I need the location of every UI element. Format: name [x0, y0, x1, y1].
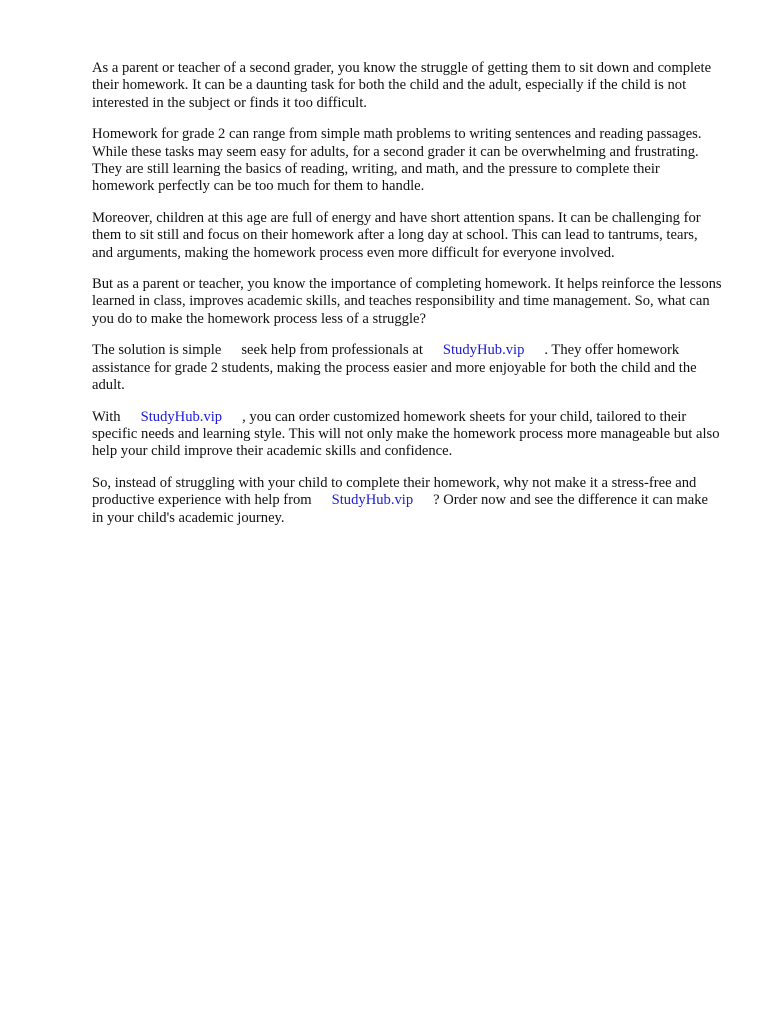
studyhub-link[interactable]: StudyHub.vip	[331, 492, 414, 509]
paragraph-7-text-1: So, instead of struggling with your child to complete their homework, why not make it a stress-free and productive experience with help from	[92, 474, 697, 509]
paragraph-1: As a parent or teacher of a second grader, you know the struggle of getting them to sit down and complete their homework. It can be a daunting task for both the child and the adult, especially if the child is not interested in the subject or finds it too difficult.	[92, 60, 712, 111]
paragraph-4: But as a parent or teacher, you know the importance of completing homework. It helps reinforce the lessons learned in class, improves academic skills, and teaches responsibility and time management. So, what can you do to make the homework process less of a struggle?	[92, 276, 722, 327]
paragraph-5-text-2: seek help from professionals at	[241, 342, 423, 359]
paragraph-5-text-3: . They offer homework assistance for grade 2 students, making the process easier and more enjoyable for both the child and the adult.	[92, 342, 697, 394]
paragraph-5	[92, 342, 722, 394]
studyhub-link[interactable]: StudyHub.vip	[442, 342, 525, 359]
paragraph-7	[92, 475, 722, 527]
paragraph-7-text-2: ? Order now and see the difference it can make in your child's academic journey.	[92, 492, 708, 526]
paragraph-3: Moreover, children at this age are full of energy and have short attention spans. It can be challenging for them to sit still and focus on their homework after a long day at school. This can lead to tantrums, tears, and arguments, making the homework process even more difficult for everyone involved.	[92, 209, 701, 261]
paragraph-6-text-1: With	[92, 408, 121, 425]
paragraph-2: Homework for grade 2 can range from simple math problems to writing sentences and reading passages. While these tasks may seem easy for adults, for a second grader it can be overwhelming and frustrating. They are still learning the basics of reading, writing, and math, and the pressure to complete their homework perfectly can be too much for them to handle.	[92, 126, 702, 195]
paragraph-6	[92, 409, 722, 461]
document-body	[92, 60, 722, 541]
paragraph-6-text-2: , you can order customized homework sheets for your child, tailored to their specific needs and learning style. This will not only make the homework process more manageable but also help your child improve their academic skills and confidence.	[92, 408, 720, 460]
paragraph-5-text-1: The solution is simple	[92, 342, 222, 359]
studyhub-link[interactable]: StudyHub.vip	[140, 408, 223, 425]
